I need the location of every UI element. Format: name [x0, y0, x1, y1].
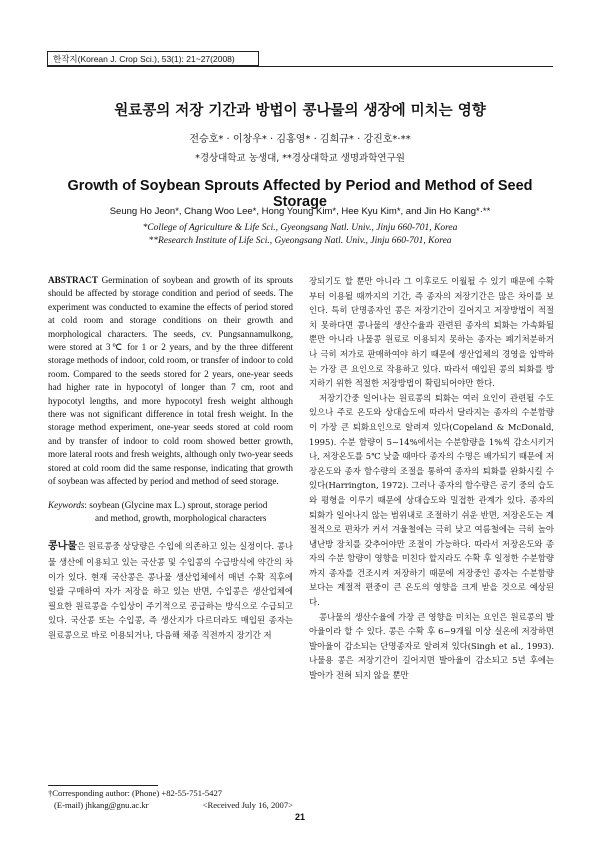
keywords-line1: : soybean (Glycine max L.) sprout, storage period: [84, 499, 268, 510]
paragraph-2: 저장기간중 일어나는 원료콩의 퇴화는 여러 요인이 관련될 수도 있으나 주로 온도와 상대습도에 따라서 달라지는 종자의 수분함량이 가장 큰 퇴화요인으로 알려져 있다(Copeland & McDonald, 1995). 수분 함량이 5~14%에서는 수분함량을 1%씩 감소시키거나, 저장온도를 5℃ 낮출 때마다 종자의 수명은 배가되기 때문에 저장온도와 종자 함수량의 조절을 통하여 종자의 퇴화를 완화시킬 수 있다(Harrington, 1972). 그러나 종자의 함수량은 공기 중의 습도와 평형을 이루기 때문에 상대습도와 밀접한 관계가 있다. 종자의 퇴화가 일어나지 않는 범위내로 조절하기 쉬운 반면, 저장온도는 계절적으로 편차가 커서 겨울철에는 극히 낮고 여름철에는 극히 높아 냉난방 장치를 갖추어야만 조절이 가능하다. 따라서 저장온도와 종자의 수분 함량이 영향을 미친다 할지라도 수확 후 일정한 수분함량까지 종자를 건조시켜 저장하기 때문에 저장중인 종자는 수분함량보다는 계절적 편중이 큰 온도의 영향을 크게 받을 것으로 예상된다.: [309, 392, 554, 608]
title-korean: 원료콩의 저장 기간과 방법이 콩나물의 생장에 미치는 영향: [114, 103, 486, 119]
affiliation-english-2: **Research Institute of Life Sci., Gyeongsang Natl. Univ., Jinju 660-701, Korea: [148, 236, 452, 246]
paragraph-1: 장되기도 할 뿐만 아니라 그 이후로도 이월될 수 있기 때문에 수확부터 이용될 때까지의 기간, 즉 종자의 저장기간은 많은 차이를 보인다. 특히 단명종자인 콩은 저장기간이 길어지고 저장방법이 적절치 못하다면 콩나물의 생산수율과 관련된 종자의 퇴화는 가속화될 뿐만 아니라 나물콩 원료로 이용되지 못하는 종자는 폐기처분하거나 극히 저가로 판매하여야 하기 때문에 생산업체의 경영을 압박하는 가장 큰 요인으로 작용하고 있다. 따라서 매입된 콩의 퇴화를 방지하기 위한 적절한 저장방법이 확립되어야만 한다.: [309, 276, 554, 389]
abstract: [48, 274, 293, 489]
footnote: [48, 788, 293, 811]
title-english: Growth of Soybean Sprouts Affected by Period and Method of Seed Storage: [67, 178, 533, 210]
affiliation-english-1: *College of Agriculture & Life Sci., Gyeongsang Natl. Univ., Jinju 660-701, Korea: [142, 223, 458, 233]
corresponding-author: †Corresponding author: (Phone) +82-55-751-5427: [48, 788, 223, 798]
left-column: [48, 274, 293, 642]
intro-lead-word: 콩나물: [48, 541, 77, 553]
right-column: [309, 274, 554, 683]
authors-korean: 전승호* · 이창우* · 김홍영* · 김희규* · 강진호*·**: [189, 134, 411, 145]
paragraph-3: 콩나물의 생산수율에 가장 큰 영향을 미치는 요인은 원료콩의 발아율이라 할 수 있다. 콩은 수확 후 6~9개월 이상 실온에 저장하면 발아율이 감소되는 단명종자로 알려져 있다(Singh et al., 1993). 나물용 콩은 저장기간이 길어지면 발아율이 감소되고 5년 후에는 발아가 전혀 되지 않을 뿐만: [309, 611, 554, 681]
keywords: [48, 499, 293, 526]
footnote-rule: [48, 785, 158, 786]
affiliation-korean: *경상대학교 농생대, **경상대학교 생명과학연구원: [195, 153, 405, 164]
author-email: (E-mail) jhkang@gnu.ac.kr: [54, 799, 149, 810]
page-number: 21: [294, 812, 305, 822]
keywords-line2: and method, growth, morphological characters: [95, 512, 267, 523]
header-rule: [47, 66, 553, 67]
abstract-label: ABSTRACT: [48, 275, 99, 285]
intro-text: 은 원료콩중 상당량은 수입에 의존하고 있는 실정이다. 콩나물 생산에 이용되고 있는 국산콩 및 수입콩의 수급방식에 약간의 차이가 있다. 현재 국산콩은 콩나물 생산업체에서 매년 수확 직후에 일괄 구매하여 자가 저장을 하고 있는 반면, 수입콩은 생산업체에 필요한 원료콩을 수입상이 주기적으로 공급하는 방식으로 수급되고 있다. 국산콩 또는 수입콩, 즉 생산지가 다르더라도 매입된 종자는 원료콩으로 바로 이용되거나, 다음해 채종 직전까지 장기간 저: [48, 541, 293, 640]
introduction-left: [48, 539, 293, 642]
abstract-text: Germination of soybean and growth of its sprouts should be affected by storage condition and period of seeds. The experiment was conducted to examine the effects of period stored at cold room and storage conditions on their growth and morphological characters. The seeds, cv. Pungsannamulkong, were stored at 3℃ for 1 or 2 years, and by the three different storage methods of indoor, cold room, or transfer of indoor to cold room. Compared to the seeds stored for 2 years, one-year seeds had higher rate in hypocotyl of longer than 7 cm, root and hypocotyl lengths, and more hypocotyl fresh weight although there was not significant difference in total fresh weight. In the storage method experiment, one-year seeds stored at cold room and by transfer of indoor to cold room showed better growth, more lateral roots and fresh weights, although only two-year seeds stored at cold room did the same response, indicating that growth of soybean was affected by period and method of seed storage.: [48, 275, 293, 487]
journal-citation: 한작지(Korean J. Crop Sci.), 53(1): 21~27(2008): [47, 51, 259, 66]
keywords-label: Keywords: [48, 499, 85, 510]
authors-english: Seung Ho Jeon*, Chang Woo Lee*, Hong Young Kim*, Hee Kyu Kim*, and Jin Ho Kang*·**: [109, 206, 491, 217]
received-date: <Received July 16, 2007>: [202, 799, 293, 810]
footnote-row: [48, 800, 293, 812]
